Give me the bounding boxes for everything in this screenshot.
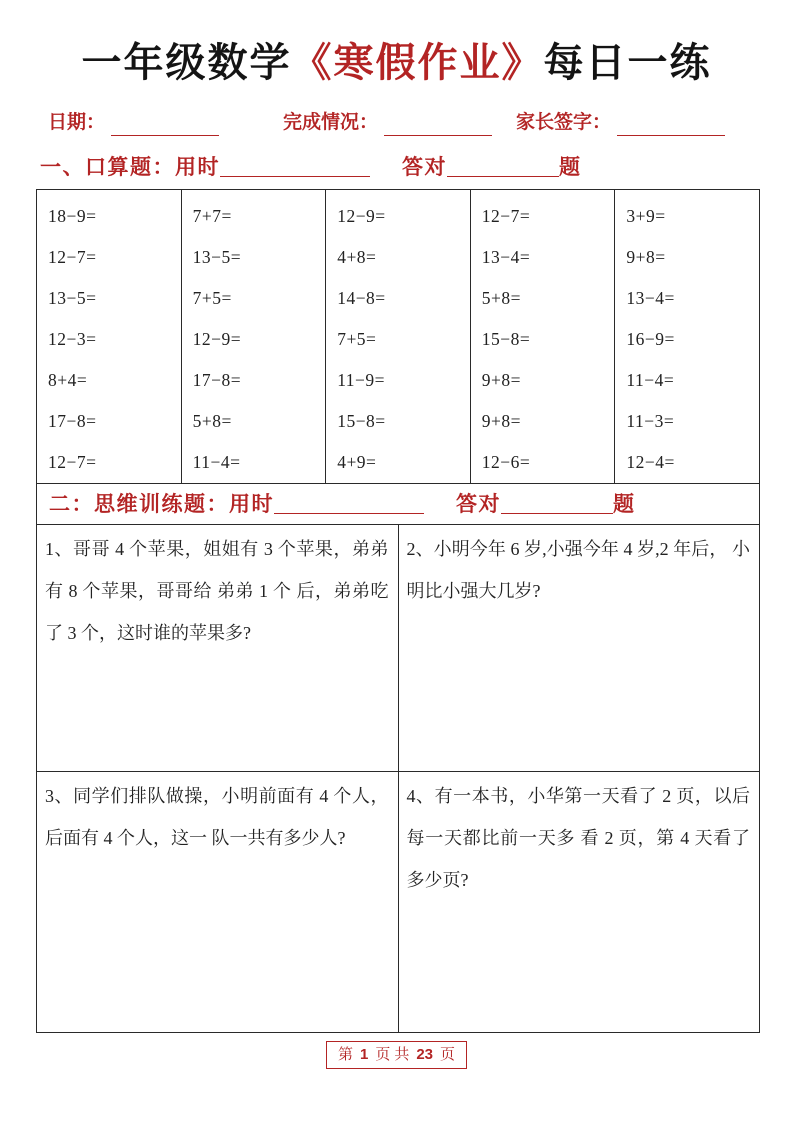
footer-page-word: 页 <box>375 1047 391 1063</box>
section1-answer-blank <box>447 172 559 177</box>
oral-problem: 18−9= <box>48 206 97 226</box>
word-problems-table <box>36 524 760 1033</box>
completion-blank <box>384 131 492 136</box>
date-label: 日期： <box>48 112 106 133</box>
signature-label: 家长签字： <box>516 112 612 133</box>
problem-cell-4 <box>398 772 760 1033</box>
oral-problem: 5+8= <box>481 288 522 308</box>
total-pages: 23 <box>416 1046 434 1063</box>
oral-problem: 12−9= <box>192 329 242 349</box>
title-highlight: 《寒假作业》 <box>291 40 544 85</box>
problems-row-1 <box>37 525 760 772</box>
oral-problem: 11−3= <box>626 411 675 431</box>
oral-row <box>37 190 760 484</box>
oral-column-1 <box>37 190 182 484</box>
section2-label: 二：思维训练题：用时 <box>49 492 274 516</box>
oral-problem: 12−4= <box>626 452 675 472</box>
oral-problem: 12−7= <box>481 206 531 226</box>
oral-problem: 14−8= <box>337 288 386 308</box>
section2-heading <box>49 489 759 519</box>
problem-text-3: 3、同学们排队做操，小明前面有 4 个人，后面有 4 个人，这一 队一共有多少人? <box>45 786 389 848</box>
oral-problem: 5+8= <box>192 411 232 431</box>
section2-answer-blank <box>501 509 613 514</box>
oral-problem: 8+4= <box>48 370 88 390</box>
page-title <box>0 0 793 90</box>
oral-problem: 17−8= <box>192 370 242 390</box>
section1-unit: 题 <box>559 155 582 179</box>
problem-cell-2 <box>398 525 760 772</box>
oral-problem: 13−5= <box>192 247 242 267</box>
footer-suffix: 页 <box>440 1047 456 1063</box>
page-number: 1 <box>359 1046 369 1063</box>
problem-text-4: 4、有一本书，小华第一天看了 2 页，以后每一天都比前一天多 看 2 页，第 4 天看了多少页? <box>406 786 750 890</box>
problem-cell-1 <box>37 525 399 772</box>
oral-arithmetic-table <box>36 189 760 484</box>
title-left: 一年级数学 <box>81 40 292 85</box>
section1-heading <box>40 152 793 182</box>
oral-problem: 11−4= <box>192 452 241 472</box>
footer-prefix: 第 <box>337 1047 353 1063</box>
oral-problem: 4+8= <box>337 247 377 267</box>
problem-text-1: 1、哥哥 4 个苹果，姐姐有 3 个苹果，弟弟有 8 个苹果，哥哥给 弟弟 1 个 后，弟弟吃了 3 个，这时谁的苹果多? <box>45 539 389 643</box>
signature-blank <box>617 131 725 136</box>
oral-problem: 13−4= <box>481 247 531 267</box>
footer-of-word: 共 <box>394 1047 410 1063</box>
date-blank <box>111 131 219 136</box>
section1-label: 一、口算题：用时 <box>40 155 220 179</box>
oral-column-4 <box>470 190 615 484</box>
oral-problem: 12−7= <box>48 452 97 472</box>
oral-problem: 9+8= <box>481 370 522 390</box>
oral-problem: 4+9= <box>337 452 377 472</box>
completion-label: 完成情况： <box>283 112 379 133</box>
oral-column-5 <box>615 190 760 484</box>
oral-problem: 7+5= <box>337 329 377 349</box>
oral-problem: 7+5= <box>192 288 232 308</box>
section1-answer-label: 答对 <box>402 155 447 179</box>
problem-text-2: 2、小明今年 6 岁,小强今年 4 岁,2 年后， 小明比小强大几岁? <box>406 539 750 601</box>
oral-problem: 12−9= <box>337 206 386 226</box>
problems-row-2 <box>37 772 760 1033</box>
oral-problem: 9+8= <box>481 411 522 431</box>
info-line <box>48 110 757 136</box>
page-footer <box>326 1041 467 1069</box>
problem-cell-3 <box>37 772 399 1033</box>
oral-problem: 12−3= <box>48 329 97 349</box>
section2-strip <box>36 484 760 524</box>
oral-problem: 11−4= <box>626 370 675 390</box>
oral-problem: 15−8= <box>481 329 531 349</box>
section2-unit: 题 <box>613 492 636 516</box>
oral-problem: 9+8= <box>626 247 666 267</box>
oral-column-3 <box>326 190 471 484</box>
oral-problem: 3+9= <box>626 206 666 226</box>
oral-problem: 15−8= <box>337 411 386 431</box>
section1-time-blank <box>220 172 370 177</box>
section2-answer-label: 答对 <box>456 492 501 516</box>
oral-problem: 12−6= <box>481 452 531 472</box>
oral-column-2 <box>181 190 326 484</box>
oral-problem: 13−4= <box>626 288 675 308</box>
oral-problem: 7+7= <box>192 206 232 226</box>
oral-problem: 11−9= <box>337 370 386 390</box>
oral-problem: 17−8= <box>48 411 97 431</box>
section2-time-blank <box>274 509 424 514</box>
oral-problem: 16−9= <box>626 329 675 349</box>
oral-problem: 12−7= <box>48 247 97 267</box>
oral-problem: 13−5= <box>48 288 97 308</box>
title-right: 每日一练 <box>543 40 712 85</box>
